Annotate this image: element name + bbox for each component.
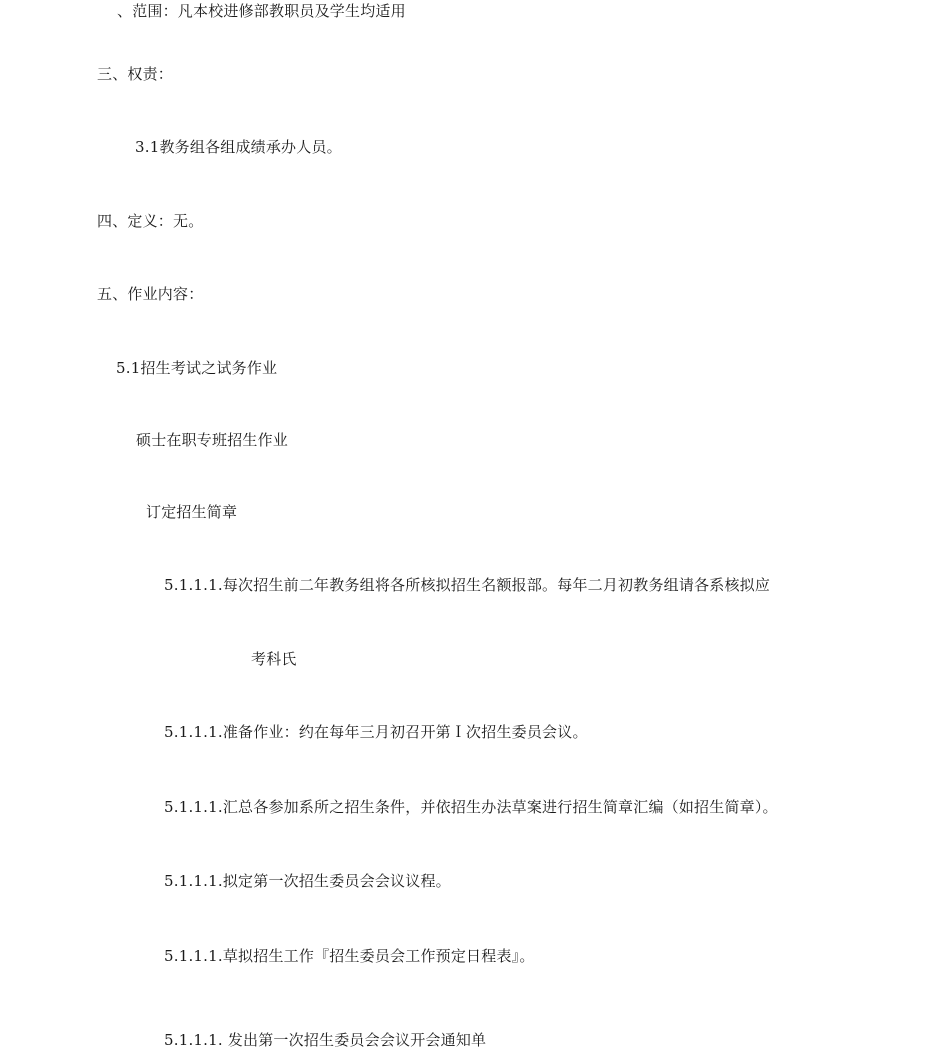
item-line: 5.1.1.1. 发出第一次招生委员会会议开会通知单 bbox=[164, 1031, 487, 1049]
item-line: 5.1.1.1.汇总各参加系所之招生条件，并依招生办法草案进行招生简章汇编（如招生简章）。 bbox=[164, 798, 778, 816]
scope-line: 、范围：凡本校进修部教职员及学生均适用 bbox=[117, 2, 406, 20]
content-heading: 五、作业内容： bbox=[97, 285, 204, 303]
item-continuation: 考科氏 bbox=[251, 650, 297, 668]
item-line: 5.1.1.1.草拟招生工作『招生委员会工作预定日程表』。 bbox=[164, 947, 535, 965]
responsibility-heading: 三、权责： bbox=[97, 65, 174, 83]
section-5-1-heading: 5.1招生考试之试务作业 bbox=[116, 359, 278, 377]
subsection-heading: 硕士在职专班招生作业 bbox=[136, 431, 289, 449]
subsubsection-heading: 订定招生简章 bbox=[146, 503, 238, 521]
definition-heading: 四、定义：无。 bbox=[97, 212, 204, 230]
responsibility-item: 3.1教务组各组成绩承办人员。 bbox=[135, 138, 342, 156]
item-line: 5.1.1.1.拟定第一次招生委员会会议议程。 bbox=[164, 872, 451, 890]
item-line: 5.1.1.1.准备作业：约在每年三月初召开第Ｉ次招生委员会议。 bbox=[164, 723, 588, 741]
item-line: 5.1.1.1.每次招生前二年教务组将各所核拟招生名额报部。每年二月初教务组请各系核拟应 bbox=[164, 576, 771, 594]
